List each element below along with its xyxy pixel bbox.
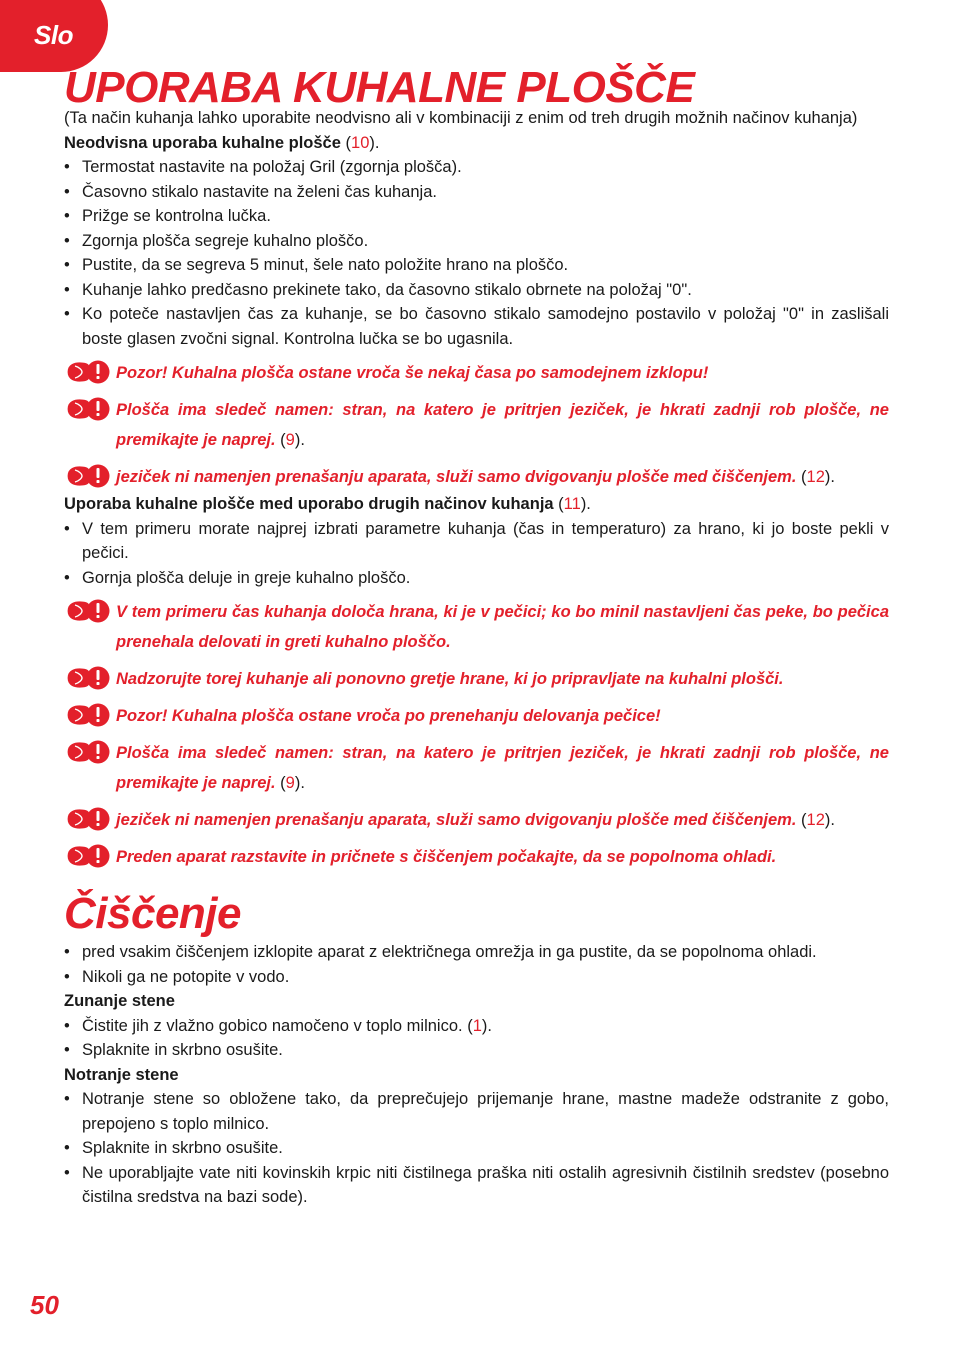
cleaning-title: Čiščenje — [64, 889, 241, 938]
list-item: • Pustite, da se segreva 5 minut, šele nato položite hrano na ploščo. — [64, 253, 889, 278]
list-item: • Splaknite in skrbno osušite. — [64, 1038, 889, 1063]
warning-icon — [65, 359, 110, 385]
warning-icon — [65, 806, 110, 832]
warning-text: Pozor! Kuhalna plošča ostane vroča po prenehanju delovanja pečice! — [116, 707, 661, 725]
figure-ref: 9 — [285, 774, 295, 792]
warning-icon — [65, 702, 110, 728]
list-item: • Splaknite in skrbno osušite. — [64, 1136, 889, 1161]
section2-heading-line: Uporaba kuhalne plošče med uporabo drugih načinov kuhanja (11). — [64, 495, 591, 513]
section1-warnings — [64, 358, 889, 492]
warning-text: jeziček ni namenjen prenašanju aparata, služi samo dvigovanju plošče med čiščenjem. — [116, 468, 797, 486]
outer-walls-list — [64, 1014, 889, 1063]
warning-icon — [65, 396, 110, 422]
warning-icon — [65, 739, 110, 765]
warning-note — [64, 358, 889, 388]
figure-ref: 10 — [351, 133, 370, 152]
warning-note — [64, 842, 889, 872]
warning-note: jeziček ni namenjen prenašanju aparata, služi samo dvigovanju plošče med čiščenjem. (12). — [64, 462, 889, 492]
language-label: Slo — [34, 20, 73, 50]
section1-heading-line: Neodvisna uporaba kuhalne plošče (10). — [64, 133, 380, 152]
list-item: • Čistite jih z vlažno gobico namočeno v toplo milnico. (1). — [64, 1014, 889, 1039]
list-item: • V tem primeru morate najprej izbrati parametre kuhanja (čas in temperaturo) za hrano, ki jo boste pekli v pečici. — [64, 517, 889, 566]
section1-list — [64, 155, 889, 351]
warning-text: Nadzorujte torej kuhanje ali ponovno gretje hrane, ki jo pripravljate na kuhalni plošči. — [116, 670, 784, 688]
page-title: UPORABA KUHALNE PLOŠČE — [64, 63, 695, 112]
figure-ref: 12 — [806, 468, 825, 486]
page-content — [64, 64, 889, 1210]
figure-ref: 12 — [806, 811, 825, 829]
warning-icon — [65, 598, 110, 624]
list-item: • Notranje stene so obložene tako, da preprečujejo prijemanje hrane, mastne madeže odstranite z gobo, prepojeno s toplo milnico. — [64, 1087, 889, 1136]
section2-heading: Uporaba kuhalne plošče med uporabo drugih načinov kuhanja — [64, 495, 554, 513]
warning-note — [64, 701, 889, 731]
language-tab — [0, 0, 108, 72]
intro-text: (Ta način kuhanja lahko uporabite neodvisno ali v kombinaciji z enim od treh drugih možnih načinov kuhanja) — [64, 109, 858, 127]
warning-note — [64, 597, 889, 657]
warning-icon — [65, 463, 110, 489]
page-number: 50 — [30, 1290, 59, 1320]
list-item: • Časovno stikalo nastavite na želeni čas kuhanja. — [64, 180, 889, 205]
list-item: • Ne uporabljajte vate niti kovinskih krpic niti čistilnega praška niti ostalih agresivnih čistilnih sredstev (posebno čistilna sredstva na bazi sode). — [64, 1161, 889, 1210]
warning-note: jeziček ni namenjen prenašanju aparata, služi samo dvigovanju plošče med čiščenjem. (12). — [64, 805, 889, 835]
list-item: • Gornja plošča deluje in greje kuhalno ploščo. — [64, 566, 889, 591]
warning-note: Plošča ima sledeč namen: stran, na katero je pritrjen jeziček, je hkrati zadnji rob plošče, ne premikajte je naprej. (9). — [64, 738, 889, 798]
list-item: • Kuhanje lahko predčasno prekinete tako, da časovno stikalo obrnete na položaj "0". — [64, 278, 889, 303]
warning-icon — [65, 665, 110, 691]
warning-note: Plošča ima sledeč namen: stran, na katero je pritrjen jeziček, je hkrati zadnji rob plošče, ne premikajte je naprej. (9). — [64, 395, 889, 455]
warning-text: V tem primeru čas kuhanja določa hrana, ki je v pečici; ko bo minil nastavljeni čas peke, bo pečica prenehala delovati in greti kuhalno ploščo. — [116, 603, 889, 651]
list-item: • Zgornja plošča segreje kuhalno ploščo. — [64, 229, 889, 254]
figure-ref: 11 — [563, 495, 581, 513]
figure-ref: 9 — [285, 431, 295, 449]
warning-note — [64, 664, 889, 694]
warning-text: Pozor! Kuhalna plošča ostane vroča še nekaj časa po samodejnem izklopu! — [116, 364, 709, 382]
cleaning-list — [64, 940, 889, 989]
warning-text: jeziček ni namenjen prenašanju aparata, služi samo dvigovanju plošče med čiščenjem. — [116, 811, 797, 829]
warning-text: Plošča ima sledeč namen: stran, na katero je pritrjen jeziček, je hkrati zadnji rob plošče, ne premikajte je naprej. — [116, 401, 889, 449]
warning-icon — [65, 843, 110, 869]
list-item: • Ko poteče nastavljen čas za kuhanje, se bo časovno stikalo samodejno postavilo v položaj "0" in zaslišali boste glasen zvočni signal. Kontrolna lučka se bo ugasnila. — [64, 302, 889, 351]
list-item: • pred vsakim čiščenjem izklopite aparat z električnega omrežja in ga pustite, da se popolnoma ohladi. — [64, 940, 889, 965]
inner-walls-heading: Notranje stene — [64, 1065, 179, 1084]
section2-list — [64, 517, 889, 591]
section1-heading: Neodvisna uporaba kuhalne plošče — [64, 133, 341, 152]
inner-walls-list — [64, 1087, 889, 1210]
outer-walls-heading: Zunanje stene — [64, 992, 175, 1010]
list-item: • Prižge se kontrolna lučka. — [64, 204, 889, 229]
warning-text: Preden aparat razstavite in pričnete s čiščenjem počakajte, da se popolnoma ohladi. — [116, 848, 777, 866]
list-item: • Nikoli ga ne potopite v vodo. — [64, 965, 889, 990]
section2-warnings — [64, 597, 889, 872]
warning-text: Plošča ima sledeč namen: stran, na katero je pritrjen jeziček, je hkrati zadnji rob plošče, ne premikajte je naprej. — [116, 744, 889, 792]
figure-ref: 1 — [472, 1016, 482, 1035]
list-item: • Termostat nastavite na položaj Gril (zgornja plošča). — [64, 155, 889, 180]
